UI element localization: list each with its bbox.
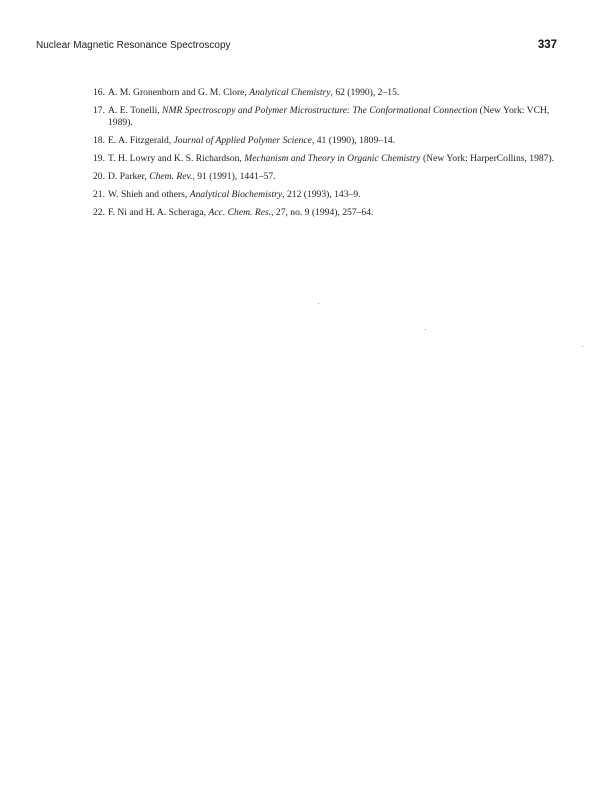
scan-speck [582, 346, 583, 347]
reference-number: 22. [93, 207, 105, 218]
reference-item [76, 105, 566, 129]
reference-details: , 212 (1993), 143–9. [282, 189, 361, 200]
reference-number: 18. [93, 135, 105, 146]
reference-details: , 27, no. 9 (1994), 257–64. [271, 207, 374, 218]
reference-text [108, 105, 549, 128]
reference-text [108, 207, 373, 218]
reference-text [108, 171, 276, 182]
reference-text [108, 135, 395, 146]
page-number: 337 [537, 39, 557, 51]
reference-details: , 62 (1990), 2–15. [330, 87, 400, 98]
reference-text [108, 153, 554, 164]
reference-number: 20. [93, 171, 105, 182]
running-title: Nuclear Magnetic Resonance Spectroscopy [36, 40, 231, 51]
reference-authors: W. Shieh and others, [108, 189, 190, 200]
reference-authors: E. A. Fitzgerald, [108, 135, 174, 146]
reference-authors: A. E. Tonelli, [108, 105, 163, 116]
reference-number: 21. [93, 189, 105, 200]
reference-source-title: Chem. Rev. [149, 171, 193, 182]
reference-text [108, 189, 361, 200]
reference-details: , 41 (1990), 1809–14. [311, 135, 396, 146]
reference-item [76, 87, 566, 99]
reference-authors: D. Parker, [108, 171, 150, 182]
reference-source-title: Acc. Chem. Res. [208, 207, 272, 218]
reference-authors: F. Ni and H. A. Scheraga, [108, 207, 209, 218]
reference-source-title: Analytical Biochemistry [189, 189, 283, 200]
reference-details: (New York: HarperCollins, 1987). [420, 153, 555, 164]
reference-number: 19. [93, 153, 105, 164]
reference-text [108, 87, 399, 98]
reference-item [76, 171, 566, 183]
scan-speck [425, 329, 426, 330]
reference-number: 17. [93, 105, 105, 116]
running-head [36, 40, 557, 56]
reference-item [76, 189, 566, 201]
reference-item [76, 207, 566, 219]
reference-source-title: Analytical Chemistry [249, 87, 331, 98]
scan-speck [318, 303, 319, 304]
reference-item [76, 153, 566, 165]
reference-number: 16. [93, 87, 105, 98]
reference-item [76, 135, 566, 147]
reference-authors: A. M. Gronenborn and G. M. Clore, [108, 87, 250, 98]
reference-source-title: Journal of Applied Polymer Science [173, 135, 312, 146]
reference-details: , 91 (1991), 1441–57. [192, 171, 276, 182]
reference-details: (New York: VCH, 1989). [108, 105, 550, 128]
reference-authors: T. H. Lowry and K. S. Richardson, [108, 153, 245, 164]
reference-list [76, 87, 566, 225]
reference-source-title: Mechanism and Theory in Organic Chemistry [244, 153, 421, 164]
reference-source-title: NMR Spectroscopy and Polymer Microstructure: The Conformational Connection [162, 105, 478, 116]
